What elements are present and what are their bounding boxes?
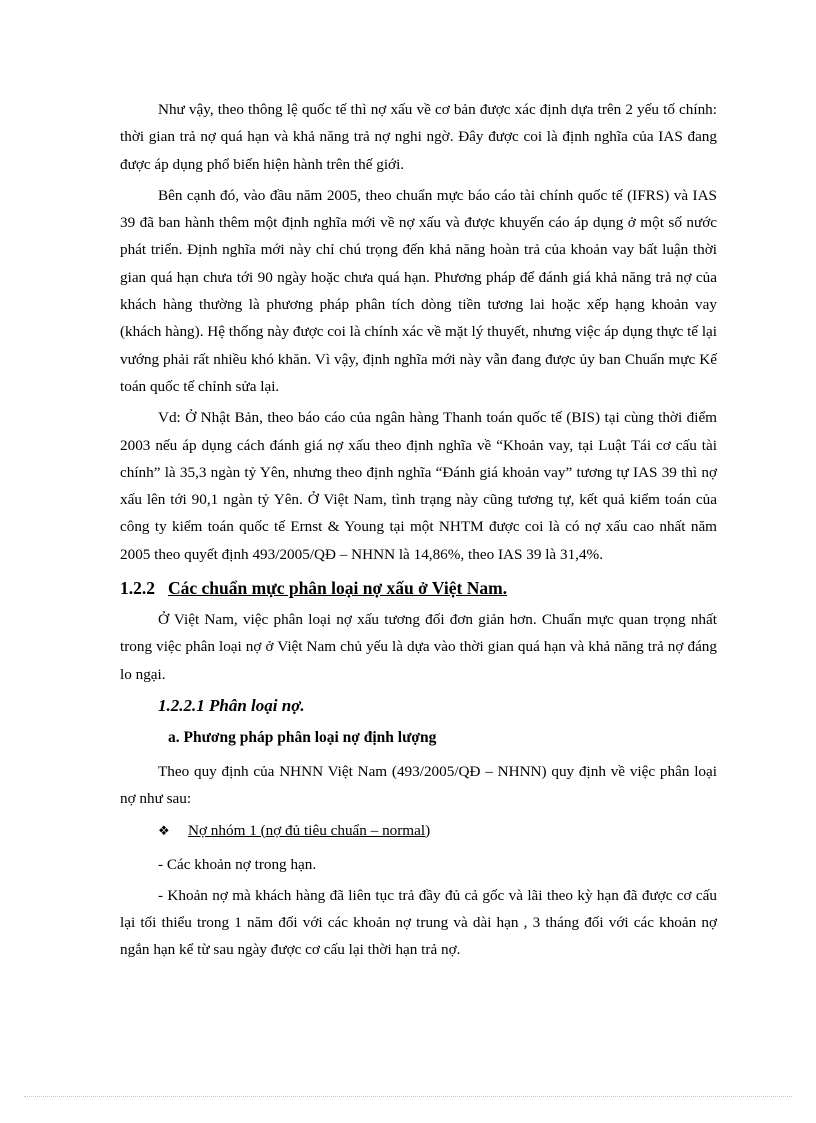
list-item: - Khoản nợ mà khách hàng đã liên tục trả đầy đủ cả gốc và lãi theo kỳ hạn đã được cơ cấu lại tối thiểu trong 1 năm đối với các khoản nợ trung và dài hạn , 3 tháng đối với các khoản nợ ngắn hạn kể từ sau ngày được cơ cấu lại thời hạn trả nợ. [120,886,717,959]
subsubsection-heading: a. Phương pháp phân loại nợ định lượng [168,728,437,746]
page-bottom-border [24,1096,792,1097]
bullet-debt-group-1 [158,817,717,845]
bullet-label: Nợ nhóm 1 (nợ đủ tiêu chuẩn – normal) [188,821,431,839]
paragraph-ifrs-definition: Bên cạnh đó, vào đầu năm 2005, theo chuẩn mực báo cáo tài chính quốc tế (IFRS) và IAS 39 đã ban hành thêm một định nghĩa mới về nợ xấu và được khuyến cáo áp dụng ở một số nước phát triển. Định nghĩa mới này chỉ chú trọng đến khả năng hoàn trả của khoản vay bất luận thời gian quá hạn chưa tới 90 ngày hoặc chưa quá hạn. Phương pháp để đánh giá khả năng trả nợ của khách hàng thường là phương pháp phân tích dòng tiền tương lai hoặc xếp hạng khoản vay (khách hàng). Hệ thống này được coi là chính xác về mặt lý thuyết, nhưng việc áp dụng thực tế lại vướng phải rất nhiều khó khăn. Vì vậy, định nghĩa mới này vẫn đang được ủy ban Chuẩn mực Kế toán quốc tế chỉnh sửa lại. [120,186,718,395]
paragraph-example-japan: Vd: Ở Nhật Bản, theo báo cáo của ngân hàng Thanh toán quốc tế (BIS) tại cùng thời điểm 2003 nếu áp dụng cách đánh giá nợ xấu theo định nghĩa về “Khoản vay, tại Luật Tái cơ cấu tài chính” là 35,3 ngàn tỷ Yên, nhưng theo định nghĩa “Đánh giá khoản vay” tương tự IAS 39 thì nợ xấu lên tới 90,1 ngàn tỷ Yên. Ở Việt Nam, tình trạng này cũng tương tự, kết quả kiểm toán của công ty kiểm toán quốc tế Ernst & Young tại một NHTM được coi là có nợ xấu cao nhất năm 2005 theo quyết định 493/2005/QĐ – NHNN là 14,86%, theo IAS 39 là 31,4%. [120,409,717,563]
subsection-heading: 1.2.2.1 Phân loại nợ. [158,695,305,715]
section-heading [120,574,717,602]
section-number: 1.2.2 [120,578,155,599]
section-title: Các chuẩn mực phân loại nợ xấu ở Việt Nam. [168,578,508,599]
paragraph-nhnn-regulation: Theo quy định của NHNN Việt Nam (493/2005/QĐ – NHNN) quy định về việc phân loại nợ như sau: [120,762,717,808]
diamond-bullet-icon: ❖ [158,822,170,838]
paragraph-vietnam-classification: Ở Việt Nam, việc phân loại nợ xấu tương đối đơn giản hơn. Chuẩn mực quan trọng nhất trong việc phân loại nợ ở Việt Nam chủ yếu là dựa vào thời gian quá hạn và khả năng trả nợ đáng lo ngại. [120,611,717,683]
page-content [120,96,717,968]
paragraph-ias-definition: Như vậy, theo thông lệ quốc tế thì nợ xấu về cơ bản được xác định dựa trên 2 yếu tố chính: thời gian trả nợ quá hạn và khả năng trả nợ nghi ngờ. Đây được coi là định nghĩa của IAS đang được áp dụng phổ biến hiện hành trên thế giới. [120,101,717,173]
list-item: - Các khoản nợ trong hạn. [158,855,317,873]
